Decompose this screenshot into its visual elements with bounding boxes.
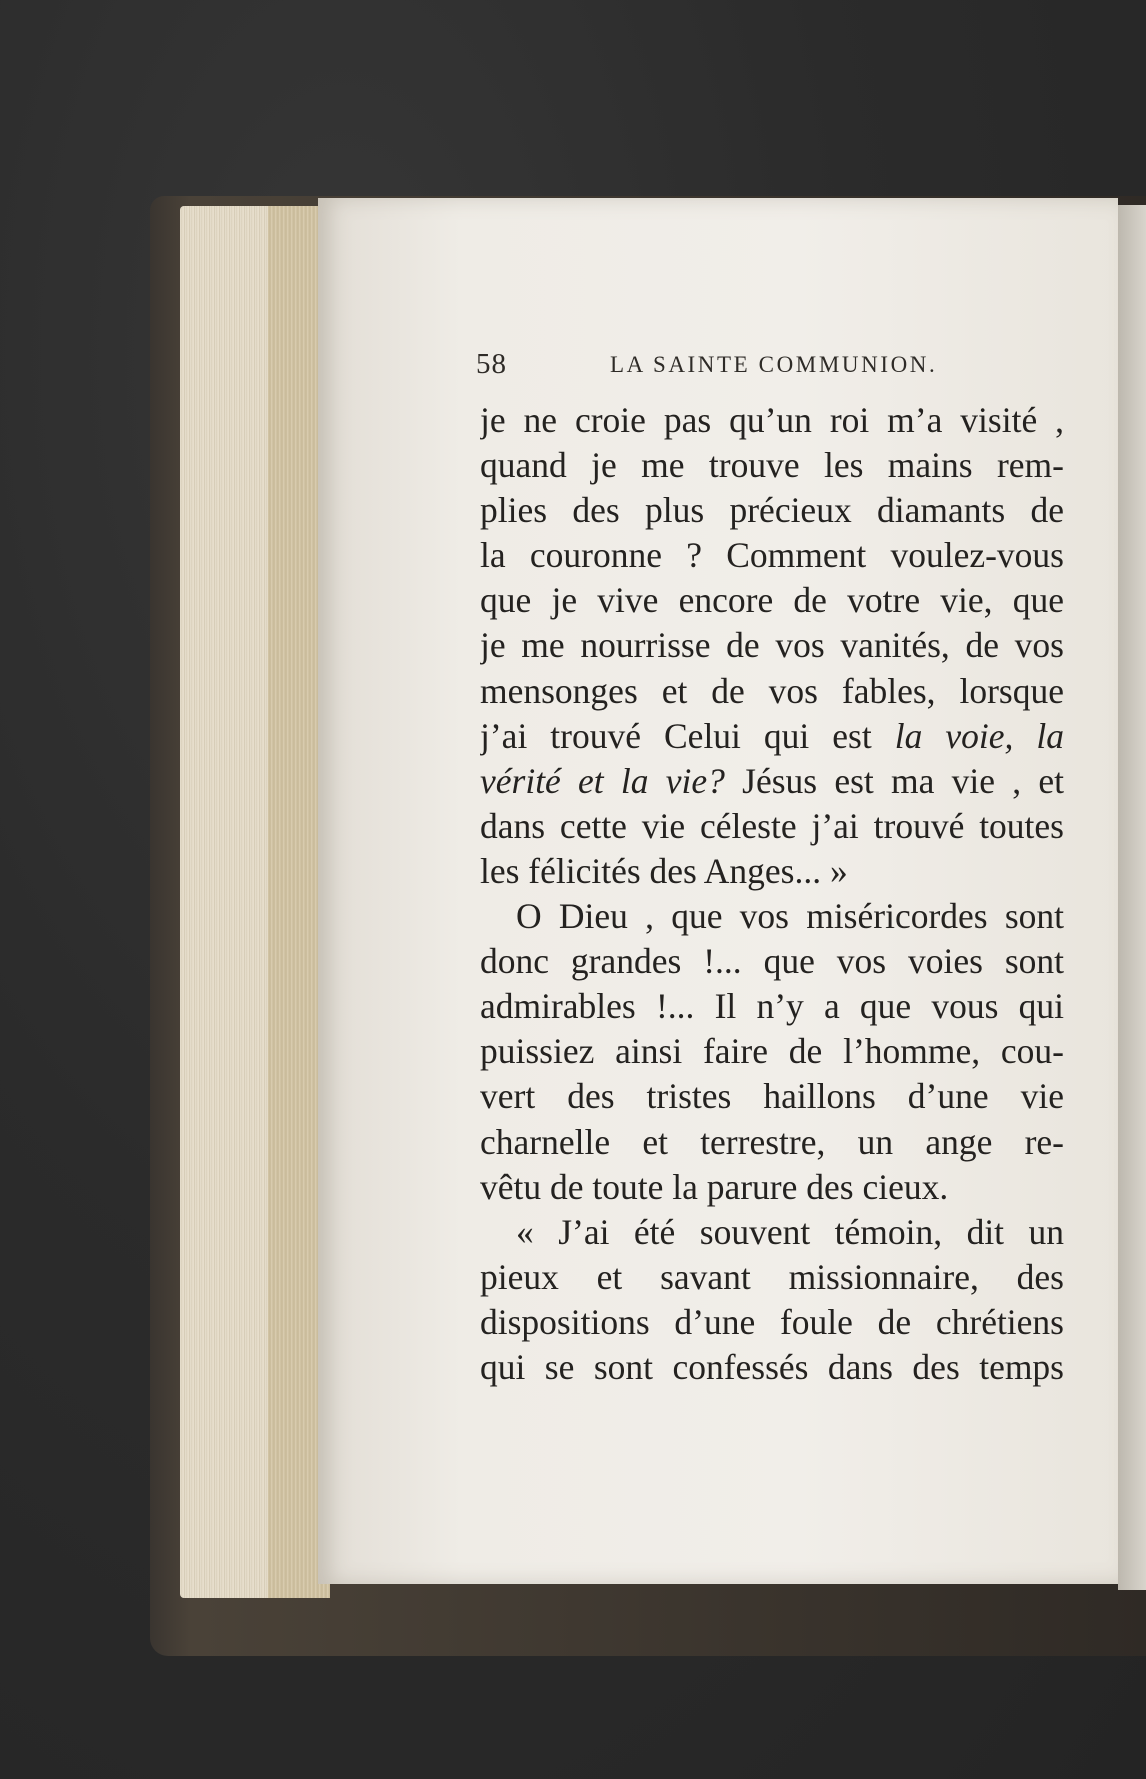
text-run: puissiez ainsi faire de l’homme, cou- [480,1031,1064,1072]
text-line [480,804,1064,849]
text-run: je me nourrisse de vos vanités, de vos [480,625,1064,666]
text-run: j’ai trouvé Celui qui est [480,715,895,756]
text-line [480,849,1064,894]
text-line [480,894,1064,939]
text-run: « J’ai été souvent témoin, dit un [516,1211,1064,1252]
italic-text: la voie, la [894,715,1064,756]
text-run: dans cette vie céleste j’ai trouvé toutes [480,805,1064,846]
page-header [476,345,1072,385]
text-line [480,488,1064,533]
text-run: O Dieu , que vos miséricordes sont [516,896,1064,937]
text-run: les félicités des Anges... » [480,850,848,891]
text-run: qui se sont confessés dans des temps [480,1346,1064,1387]
text-run: vert des tristes haillons d’une vie [480,1076,1064,1117]
text-line [480,578,1064,623]
text-line [480,443,1064,488]
text-run: plies des plus précieux diamants de [480,490,1064,531]
text-line [480,398,1064,443]
text-line [480,1210,1064,1255]
text-run: admirables !... Il n’y a que vous qui [480,986,1064,1027]
text-run: quand je me trouve les mains rem- [480,445,1064,486]
text-run: donc grandes !... que vos voies sont [480,941,1064,982]
text-run: vêtu de toute la parure des cieux. [480,1166,949,1207]
text-line [480,939,1064,984]
text-run: dispositions d’une foule de chrétiens [480,1301,1064,1342]
text-line [480,1029,1064,1074]
text-line [480,759,1064,804]
text-line [480,1255,1064,1300]
text-run: je ne croie pas qu’un roi m’a visité , [480,400,1064,440]
text-run: pieux et savant missionnaire, des [480,1256,1064,1297]
text-line [480,1345,1064,1390]
text-line [480,1120,1064,1165]
body-text [480,398,1064,1390]
text-run: Jésus est ma vie , et [724,760,1064,801]
text-line [480,1300,1064,1345]
text-run: charnelle et terrestre, un ange re- [480,1121,1064,1162]
text-line [480,623,1064,668]
text-line [480,1165,1064,1210]
running-title: LA SAINTE COMMUNION. [610,352,938,377]
text-run: la couronne ? Comment voulez-vous [480,535,1064,576]
italic-text: vérité et la vie? [480,760,725,801]
text-run: mensonges et de vos fables, lorsque [480,670,1064,711]
page-number: 58 [476,348,507,380]
text-run: que je vive encore de votre vie, que [480,580,1064,621]
text-line [480,669,1064,714]
text-line [480,714,1064,759]
text-line [480,984,1064,1029]
text-line [480,1074,1064,1119]
text-line [480,533,1064,578]
facing-page-edge [1118,205,1146,1590]
